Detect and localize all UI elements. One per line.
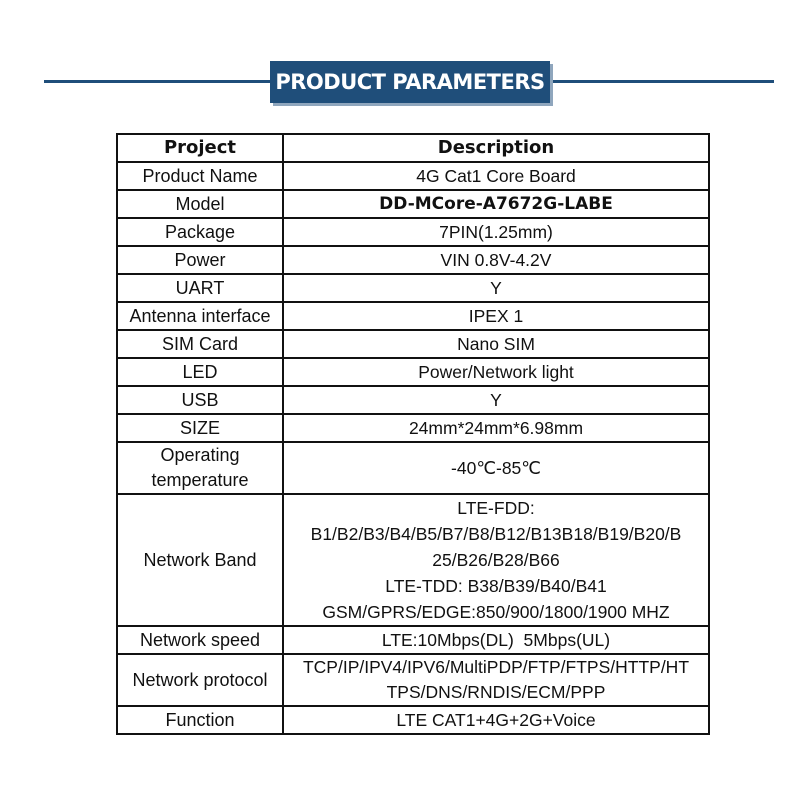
row-value: 24mm*24mm*6.98mm xyxy=(283,414,709,442)
column-header-description: Description xyxy=(283,134,709,162)
title-rule-left xyxy=(44,80,272,83)
row-label: Operating temperature xyxy=(117,442,283,494)
table-row xyxy=(117,330,709,358)
table-row xyxy=(117,302,709,330)
row-value: DD-MCore-A7672G-LABE xyxy=(283,190,709,218)
row-value: VIN 0.8V-4.2V xyxy=(283,246,709,274)
row-value: 7PIN(1.25mm) xyxy=(283,218,709,246)
row-value: Y xyxy=(283,386,709,414)
row-value: TCP/IP/IPV4/IPV6/MultiPDP/FTP/FTPS/HTTP/HT TPS/DNS/RNDIS/ECM/PPP xyxy=(283,654,709,706)
row-label: SIZE xyxy=(117,414,283,442)
row-label: Network Band xyxy=(117,494,283,626)
table-row xyxy=(117,218,709,246)
row-label: LED xyxy=(117,358,283,386)
table-row xyxy=(117,358,709,386)
table-row xyxy=(117,654,709,706)
row-value: LTE CAT1+4G+2G+Voice xyxy=(283,706,709,734)
row-value: LTE-FDD: B1/B2/B3/B4/B5/B7/B8/B12/B13B18/B19/B20/B 25/B26/B28/B66 LTE-TDD: B38/B39/B40/B41 GSM/GPRS/EDGE:850/900/1800/1900 MHZ xyxy=(283,494,709,626)
page-title: PRODUCT PARAMETERS xyxy=(275,70,545,94)
row-value: Power/Network light xyxy=(283,358,709,386)
table-row xyxy=(117,274,709,302)
row-value: Nano SIM xyxy=(283,330,709,358)
column-header-project: Project xyxy=(117,134,283,162)
row-label: Model xyxy=(117,190,283,218)
row-label: Antenna interface xyxy=(117,302,283,330)
row-label: Power xyxy=(117,246,283,274)
row-label: Product Name xyxy=(117,162,283,190)
table-row xyxy=(117,162,709,190)
table-row xyxy=(117,706,709,734)
table-row xyxy=(117,442,709,494)
row-value: -40℃-85℃ xyxy=(283,442,709,494)
row-label: SIM Card xyxy=(117,330,283,358)
row-value: 4G Cat1 Core Board xyxy=(283,162,709,190)
row-value: LTE:10Mbps(DL) 5Mbps(UL) xyxy=(283,626,709,654)
parameters-table xyxy=(116,133,710,735)
table-row xyxy=(117,386,709,414)
table-row xyxy=(117,626,709,654)
row-label: USB xyxy=(117,386,283,414)
row-value: Y xyxy=(283,274,709,302)
row-label: Package xyxy=(117,218,283,246)
row-label: UART xyxy=(117,274,283,302)
table-row xyxy=(117,414,709,442)
row-label: Function xyxy=(117,706,283,734)
table-row xyxy=(117,494,709,626)
table-row xyxy=(117,246,709,274)
table-header-row xyxy=(117,134,709,162)
table-row xyxy=(117,190,709,218)
page-title-banner xyxy=(270,61,550,103)
title-rule-right xyxy=(550,80,774,83)
row-label: Network speed xyxy=(117,626,283,654)
row-label: Network protocol xyxy=(117,654,283,706)
row-value: IPEX 1 xyxy=(283,302,709,330)
